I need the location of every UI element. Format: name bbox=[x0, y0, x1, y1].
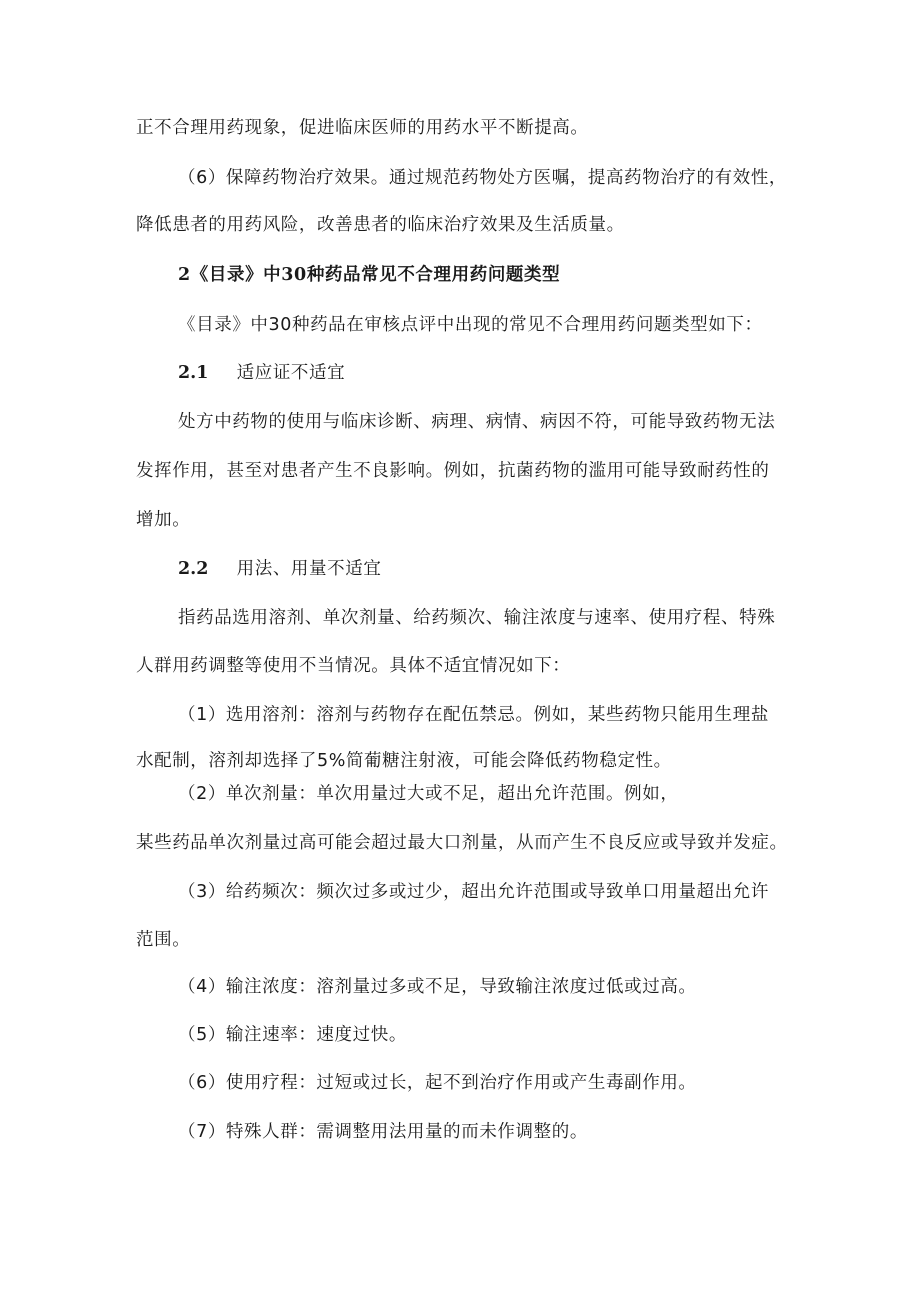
heading-number: 2.2 bbox=[178, 559, 209, 579]
list-item-continuation: 某些药品单次剂量过高可能会超过最大口剂量，从而产生不良反应或导致并发症。 bbox=[136, 833, 788, 853]
list-item-continuation: 水配制，溶剂却选择了5%简葡糖注射液，可能会降低药物稳定性。 bbox=[136, 751, 672, 771]
list-item: （5）输注速率：速度过快。 bbox=[178, 1025, 407, 1045]
list-item-continuation: 范围。 bbox=[136, 930, 191, 950]
paragraph-line: 降低患者的用药风险，改善患者的临床治疗效果及生活质量。 bbox=[136, 215, 625, 235]
list-item: （2）单次剂量：单次用量过大或不足，超出允许范围。例如， bbox=[178, 784, 679, 804]
paragraph-line: （6）保障药物治疗效果。通过规范药物处方医嘱，提高药物治疗的有效性， bbox=[178, 168, 788, 188]
list-item: （4）输注浓度：溶剂量过多或不足，导致输注浓度过低或过高。 bbox=[178, 977, 697, 997]
section-heading-2-1 bbox=[178, 361, 345, 385]
section-heading-2-2 bbox=[178, 557, 381, 581]
list-item: （7）特殊人群：需调整用法用量的而未作调整的。 bbox=[178, 1122, 588, 1142]
heading-title: 用法、用量不适宜 bbox=[236, 559, 382, 579]
list-item: （6）使用疗程：过短或过长，起不到治疗作用或产生毒副作用。 bbox=[178, 1073, 697, 1093]
list-item: （1）选用溶剂：溶剂与药物存在配伍禁忌。例如，某些药物只能用生理盐 bbox=[178, 705, 769, 725]
paragraph-line: 发挥作用，甚至对患者产生不良影响。例如，抗菌药物的滥用可能导致耐药性的 bbox=[136, 461, 770, 481]
paragraph-line: 处方中药物的使用与临床诊断、病理、病情、病因不符，可能导致药物无法 bbox=[178, 412, 776, 432]
paragraph-line: 《目录》中30种药品在审核点评中出现的常见不合理用药问题类型如下： bbox=[178, 315, 763, 335]
heading-title: 适应证不适宜 bbox=[236, 363, 346, 383]
paragraph-line: 正不合理用药现象，促进临床医师的用药水平不断提高。 bbox=[136, 118, 589, 138]
paragraph-line: 人群用药调整等使用不当情况。具体不适宜情况如下： bbox=[136, 656, 571, 676]
section-heading-2: 2《目录》中30种药品常见不合理用药问题类型 bbox=[178, 265, 561, 285]
paragraph-line: 增加。 bbox=[136, 510, 191, 530]
heading-number: 2.1 bbox=[178, 363, 209, 383]
list-item: （3）给药频次：频次过多或过少，超出允许范围或导致单口用量超出允许 bbox=[178, 882, 769, 902]
paragraph-line: 指药品选用溶剂、单次剂量、给药频次、输注浓度与速率、使用疗程、特殊 bbox=[178, 608, 776, 628]
